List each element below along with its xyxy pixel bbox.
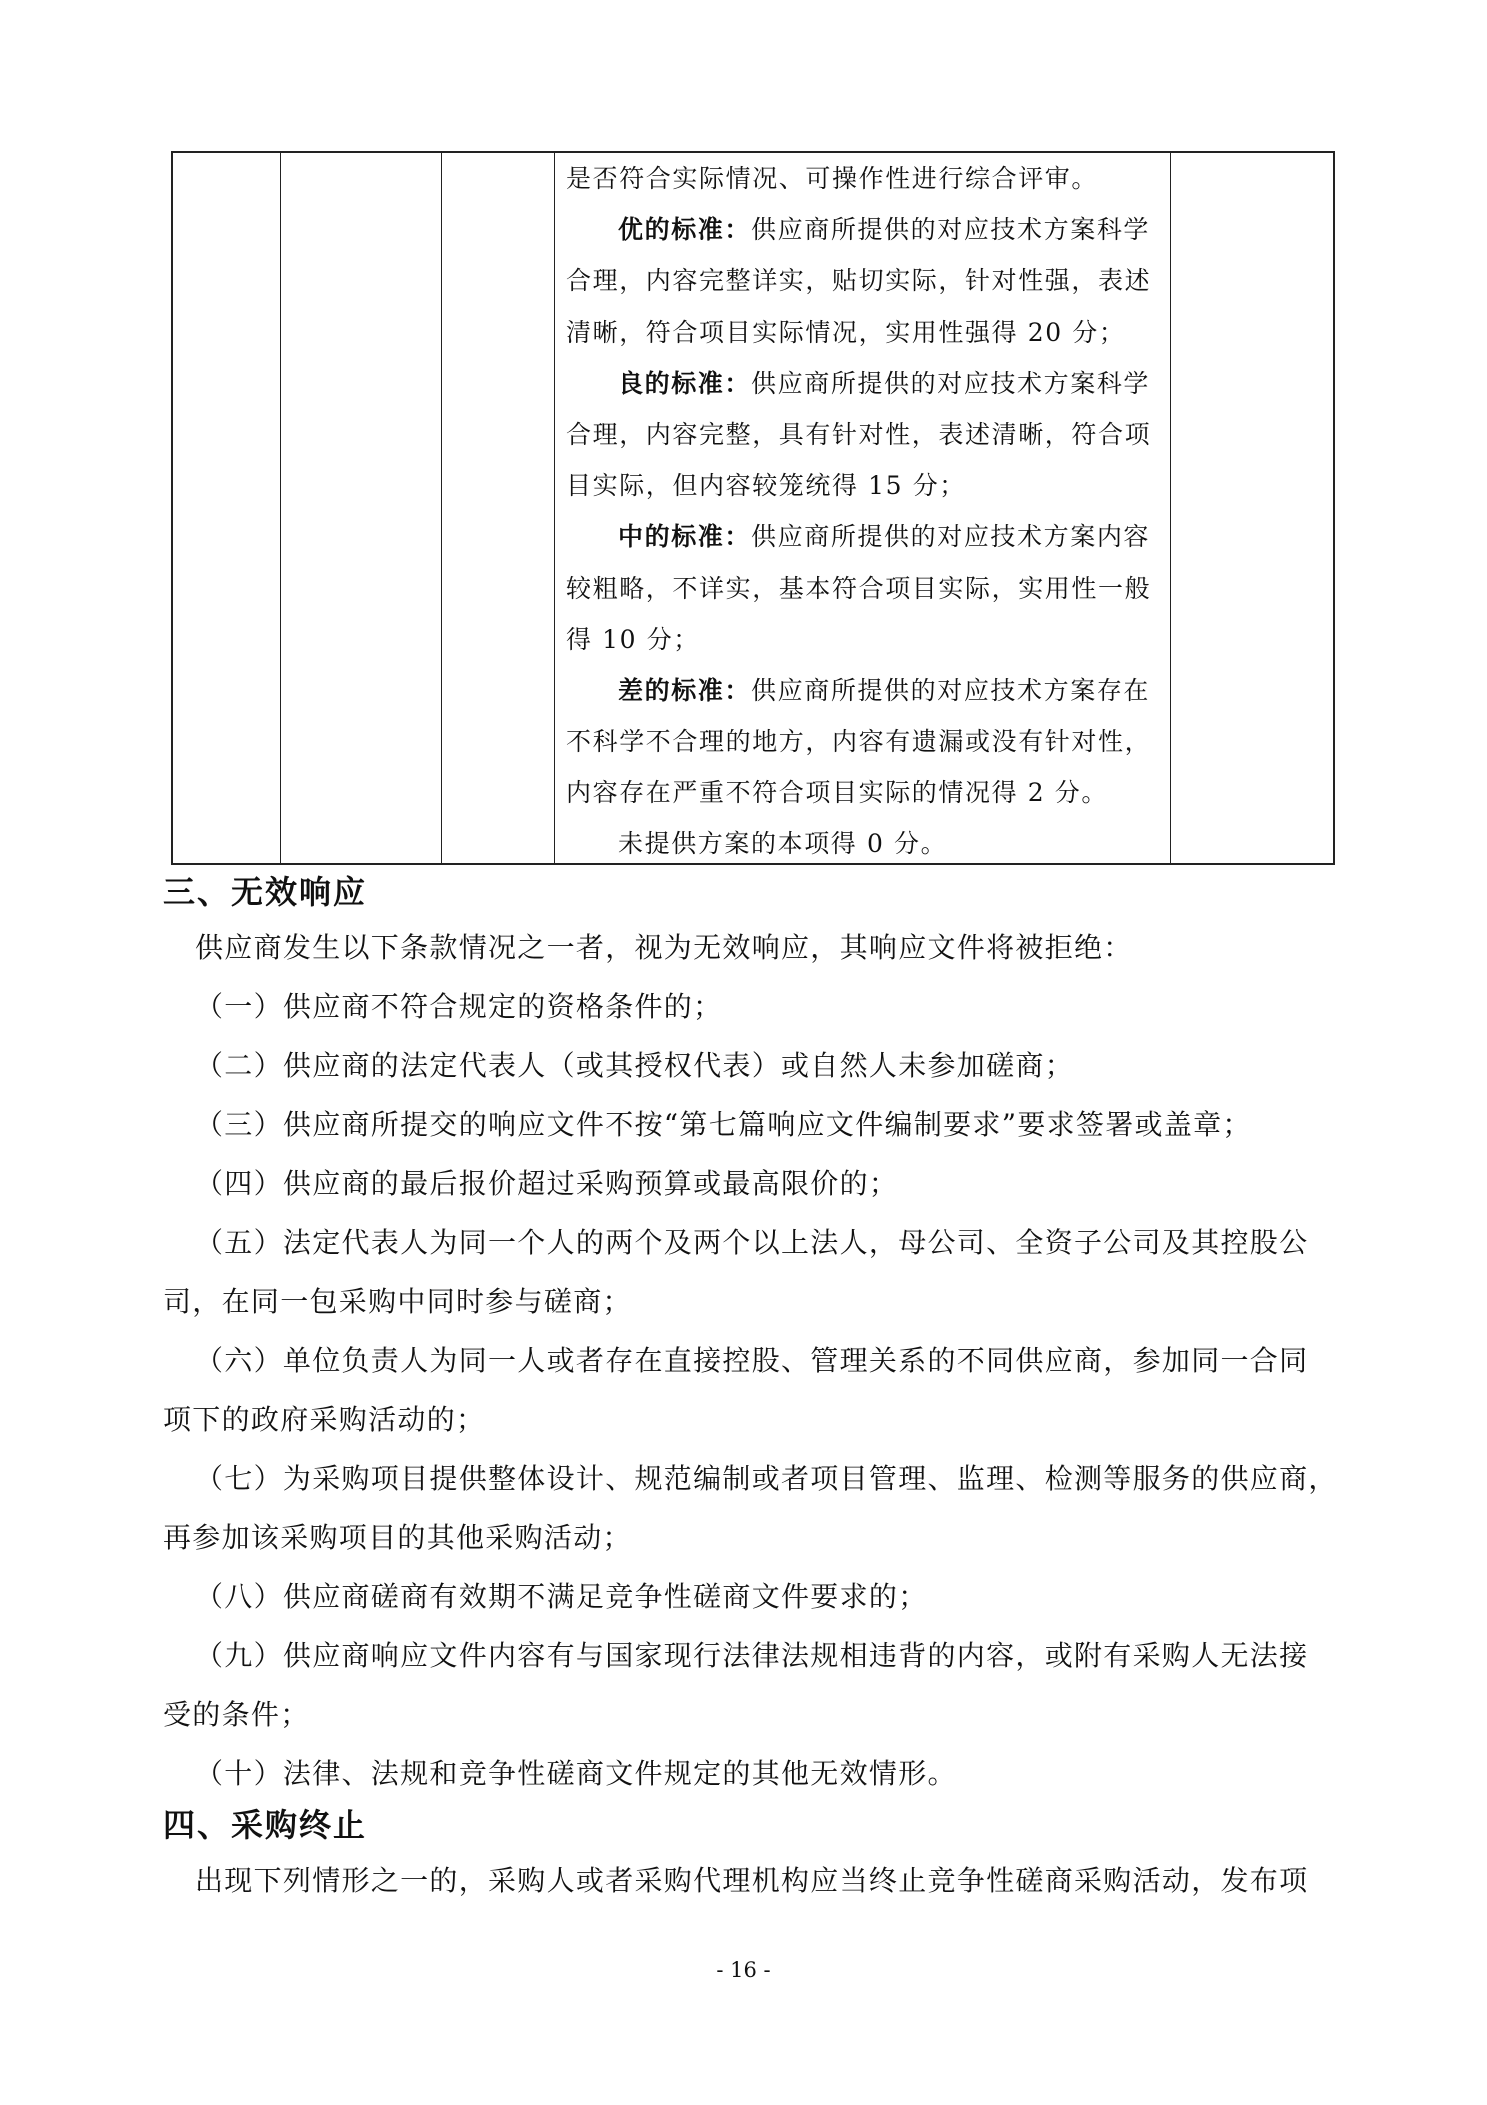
criteria-text: 供应商所提供的对应技术方案内容	[751, 522, 1151, 552]
paragraph-line: （七）为采购项目提供整体设计、规范编制或者项目管理、监理、检测等服务的供应商，	[195, 1462, 1338, 1495]
criteria-text: 供应商所提供的对应技术方案存在	[751, 675, 1151, 705]
criteria-grade-label: 中的标准：	[618, 522, 752, 552]
paragraph-line: （九）供应商响应文件内容有与国家现行法律法规相违背的内容，或附有采购人无法接	[195, 1639, 1309, 1672]
table-column-divider	[280, 153, 281, 863]
criteria-grade-label: 良的标准：	[618, 368, 752, 398]
criteria-line	[566, 358, 1164, 409]
criteria-line	[566, 767, 1164, 818]
criteria-text: 清晰，符合项目实际情况，实用性强得 20 分；	[566, 317, 1126, 347]
section-heading-invalid-response: 三、无效响应	[163, 873, 368, 911]
criteria-line	[566, 409, 1164, 460]
criteria-text: 合理，内容完整，具有针对性，表述清晰，符合项	[566, 419, 1152, 449]
criteria-line	[566, 307, 1164, 358]
criteria-text: 是否符合实际情况、可操作性进行综合评审。	[566, 164, 1099, 193]
paragraph-line: 受的条件；	[163, 1698, 310, 1731]
criteria-text: 未提供方案的本项得 0 分。	[618, 829, 948, 859]
criteria-line	[566, 563, 1164, 614]
criteria-grade-label: 优的标准：	[618, 215, 752, 245]
criteria-grade-label: 差的标准：	[618, 675, 752, 705]
paragraph-line: （三）供应商所提交的响应文件不按“第七篇响应文件编制要求”要求签署或盖章；	[195, 1108, 1252, 1141]
criteria-text: 得 10 分；	[566, 624, 700, 654]
scoring-criteria-cell	[566, 153, 1164, 870]
criteria-line	[566, 204, 1164, 255]
page-number: - 16 -	[716, 1958, 771, 1982]
criteria-text: 供应商所提供的对应技术方案科学	[751, 368, 1151, 398]
section-heading-procurement-termination: 四、采购终止	[163, 1806, 368, 1844]
paragraph-line: 出现下列情形之一的，采购人或者采购代理机构应当终止竞争性磋商采购活动，发布项	[195, 1864, 1309, 1897]
criteria-line	[566, 511, 1164, 562]
paragraph-line: 项下的政府采购活动的；	[163, 1403, 486, 1436]
table-column-divider	[1170, 153, 1171, 863]
criteria-line	[566, 255, 1164, 306]
scoring-table	[171, 151, 1335, 865]
table-column-divider	[441, 153, 442, 863]
paragraph-line: 供应商发生以下条款情况之一者，视为无效响应，其响应文件将被拒绝：	[195, 931, 1133, 964]
criteria-line	[566, 460, 1164, 511]
paragraph-line: （八）供应商磋商有效期不满足竞争性磋商文件要求的；	[195, 1580, 928, 1613]
criteria-text: 目实际，但内容较笼统得 15 分；	[566, 471, 966, 501]
criteria-line	[566, 716, 1164, 767]
paragraph-line: （二）供应商的法定代表人（或其授权代表）或自然人未参加磋商；	[195, 1049, 1075, 1082]
table-column-divider	[554, 153, 555, 863]
criteria-line	[566, 665, 1164, 716]
paragraph-line: 再参加该采购项目的其他采购活动；	[163, 1521, 632, 1554]
criteria-text: 不科学不合理的地方，内容有遗漏或没有针对性，	[566, 727, 1152, 757]
criteria-text: 合理，内容完整详实，贴切实际，针对性强，表述	[566, 266, 1152, 296]
paragraph-line: （四）供应商的最后报价超过采购预算或最高限价的；	[195, 1167, 899, 1200]
criteria-line	[566, 818, 1164, 869]
criteria-text: 内容存在严重不符合项目实际的情况得 2 分。	[566, 778, 1109, 808]
criteria-line	[566, 153, 1164, 204]
criteria-line	[566, 614, 1164, 665]
paragraph-line: （五）法定代表人为同一个人的两个及两个以上法人，母公司、全资子公司及其控股公	[195, 1226, 1309, 1259]
paragraph-line: （十）法律、法规和竞争性磋商文件规定的其他无效情形。	[195, 1757, 957, 1790]
criteria-text: 供应商所提供的对应技术方案科学	[751, 215, 1151, 245]
section-procurement-termination-body	[163, 1851, 1353, 1910]
paragraph-line: （一）供应商不符合规定的资格条件的；	[195, 990, 723, 1023]
criteria-text: 较粗略，不详实，基本符合项目实际，实用性一般	[566, 573, 1152, 603]
paragraph-line: 司，在同一包采购中同时参与磋商；	[163, 1285, 632, 1318]
section-invalid-response-body	[163, 918, 1353, 1803]
paragraph-line: （六）单位负责人为同一人或者存在直接控股、管理关系的不同供应商，参加同一合同	[195, 1344, 1309, 1377]
